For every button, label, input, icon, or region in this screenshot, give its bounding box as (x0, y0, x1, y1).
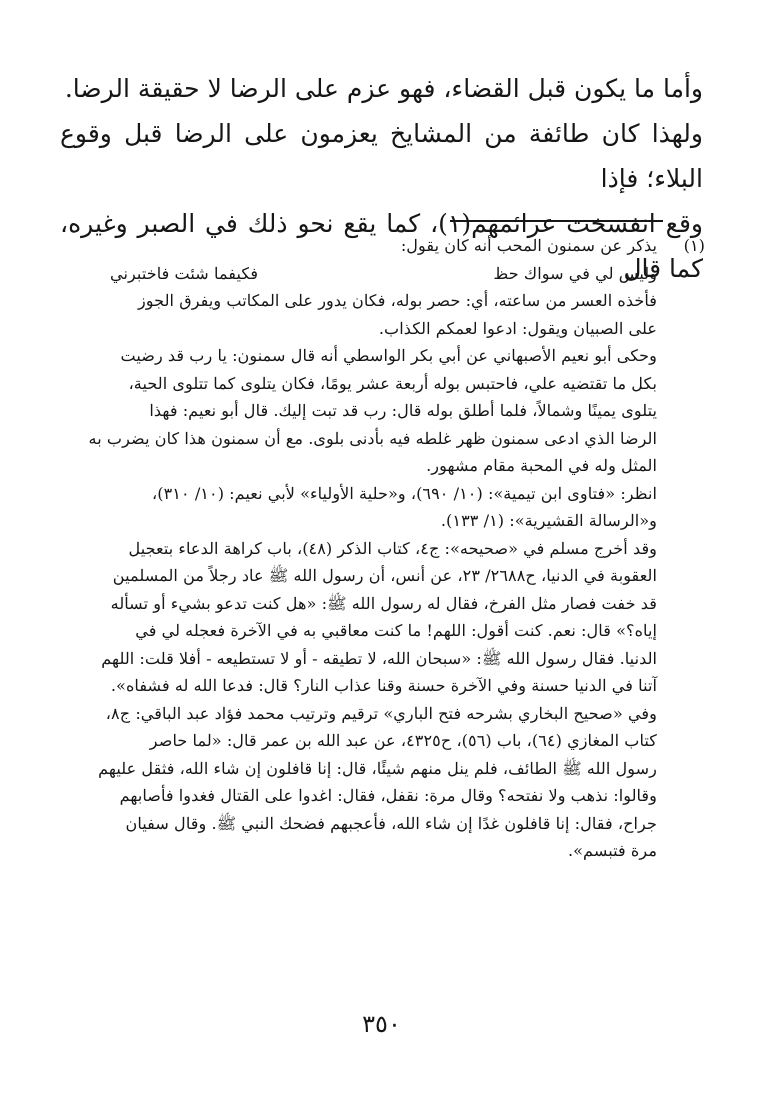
footnote-line: وقالوا: نذهب ولا نفتحه؟ وقال مرة: نقفل، فقال: اغدوا على القتال فغدوا فأصابهم (119, 786, 657, 805)
footnote-line: وقد أخرج مسلم في «صحيحه»: ج٤، كتاب الذكر (٤٨)، باب كراهة الدعاء بتعجيل (128, 538, 657, 558)
footnote-line: آتنا في الدنيا حسنة وفي الآخرة حسنة وقنا عذاب النار؟ قال: فدعا الله له فشفاه». (110, 676, 657, 695)
footnote-line: يتلوى يمينًا وشمالاً، فلما أطلق بوله قال: رب قد تبت إليك. قال أبو نعيم: فهذا (149, 401, 657, 420)
footnote-line: و«الرسالة القشيرية»: (١/ ١٣٣). (440, 511, 657, 530)
footnote-line: كتاب المغازي (٦٤)، باب (٥٦)، ح٤٣٢٥، عن عبد الله بن عمر قال: «لما حاصر (149, 731, 657, 750)
page-number: ٣٥٠ (362, 1010, 401, 1038)
footnote-line: العقوبة في الدنيا، ح٢٦٨٨/ ٢٣، عن أنس، أن رسول الله ﷺ عاد رجلاً من المسلمين (112, 566, 657, 585)
verse-first-hemistich: وليس لي في سواك حظ (493, 263, 657, 283)
footnote-intro: يذكر عن سمنون المحب أنه كان يقول: (400, 236, 657, 255)
footnote-block (60, 232, 705, 865)
footnote-line: إياه؟» قال: نعم. كنت أقول: اللهم! ما كنت معاقبي به في الآخرة فعجله لي في (135, 621, 657, 640)
footnote-line: الرضا الذي ادعى سمنون ظهر غلطه فيه بأدنى بلوى. مع أن سمنون هذا كان يضرب به (88, 428, 657, 448)
footnote-line: فأخذه العسر من ساعته، أي: حصر بوله، فكان يدور على المكاتب ويفرق الجوز (137, 291, 657, 310)
footnote-line: جراح، فقال: إنا قافلون غدًا إن شاء الله، فأعجبهم فضحك النبي ﷺ. وقال سفيان (125, 813, 657, 833)
footnote-line: وفي «صحيح البخاري بشرحه فتح الباري» ترقيم وترتيب محمد فؤاد عبد الباقي: ج٨، (105, 703, 657, 723)
main-text-line: وقع انفسخت عزائمهم(١)، كما يقع نحو ذلك في الصبر وغيره، كما قال (60, 209, 703, 283)
verse-second-hemistich: فكيفما شئت فاختبرني (110, 263, 259, 283)
footnote-line: مرة فتبسم». (568, 841, 657, 860)
footnote-line: رسول الله ﷺ الطائف، فلم ينل منهم شيئًا، قال: إنا قافلون إن شاء الله، فثقل عليهم (98, 758, 657, 778)
main-text-line: ولهذا كان طائفة من المشايخ يعزمون على الرضا قبل وقوع البلاء؛ فإذا (60, 119, 703, 193)
footnote-line: قد خفت فصار مثل الفرخ، فقال له رسول الله ﷺ: «هل كنت تدعو بشيء أو تسأله (110, 593, 657, 613)
footnote-line: على الصبيان ويقول: ادعوا لعمكم الكذاب. (378, 318, 657, 338)
footnote-line: بكل ما تقتضيه علي، فاحتبس بوله أربعة عشر يومًا، فكان يتلوى كما تتلوى الحية، (128, 373, 657, 393)
main-text-line: وأما ما يكون قبل القضاء، فهو عزم على الرضا لا حقيقة الرضا. (64, 74, 703, 103)
footnote-intro-line (60, 232, 705, 260)
footnote-line: الدنيا. فقال رسول الله ﷺ: «سبحان الله، لا تطيقه - أو لا تستطيعه - أفلا قلت: اللهم (101, 648, 657, 668)
poem-verse (60, 260, 705, 288)
footnote-separator (450, 220, 663, 222)
footnote-line: انظر: «فتاوى ابن تيمية»: (١٠/ ٦٩٠)، و«حلية الأولياء» لأبي نعيم: (١٠/ ٣١٠)، (152, 483, 657, 503)
footnote-line: وحكى أبو نعيم الأصبهاني عن أبي بكر الواسطي أنه قال سمنون: يا رب قد رضيت (120, 346, 657, 365)
footnote-line: المثل وله في المحبة مقام مشهور. (426, 456, 657, 475)
footnote-number: (١) (683, 236, 705, 255)
